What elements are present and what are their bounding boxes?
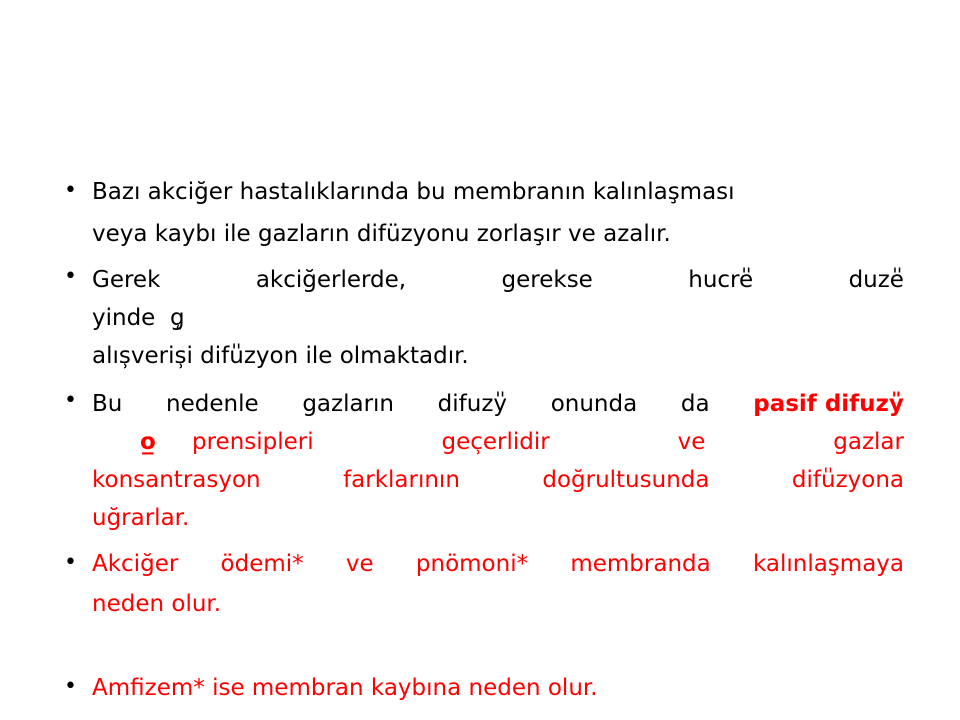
bullet-3-word: difuzy̎ <box>437 391 508 417</box>
bullet-3-line-3 <box>92 466 904 494</box>
bullet-3-word: farklarının <box>343 467 460 493</box>
bullet-3-line-1 <box>92 390 904 418</box>
bullet-3-word: onunda <box>550 391 638 417</box>
bullet-3-word: Bu <box>92 391 123 417</box>
bullet-3-word: gec̹erlidir <box>441 429 550 455</box>
bullet-3-line-4: uğrarlar. <box>92 505 190 531</box>
bullet-4-line-2: neden olur. <box>92 591 222 617</box>
bullet-4-word: Akciğer <box>92 551 179 577</box>
bullet-3-word: da <box>680 391 710 417</box>
bullet-4-word: kalınlaşmaya <box>752 551 904 577</box>
bullet-2-dot: • <box>64 264 77 289</box>
bullet-3-word: gazlar <box>833 429 904 455</box>
bullet-2-word: akciğerlerde, <box>255 267 407 293</box>
bullet-2-word: hucre̎ <box>688 267 754 293</box>
bullet-3-word: doğrultusunda <box>542 467 710 493</box>
bullet-2-line-2: yinde g̨ <box>92 305 185 331</box>
bullet-4-word: ve <box>345 551 374 577</box>
bullet-2-line-3: alıs̹veris̹i difu̎zyon ile olmaktadır. <box>92 343 469 369</box>
bullet-2-word: Gerek <box>92 267 161 293</box>
bullet-4-word: pnömoni* <box>415 551 529 577</box>
bullet-3-highlight: pasif difuzy̎ <box>753 391 904 417</box>
bullet-3-word: gazların <box>302 391 394 417</box>
bullet-1-line-1: Bazı akciğer hastalıklarında bu membranın kalınlaşması <box>92 179 735 205</box>
bullet-3-word: nedenle <box>166 391 259 417</box>
bullet-2-word: duze̎ <box>848 267 904 293</box>
bullet-5-line-1: Amfizem* ise membran kaybına neden olur. <box>92 675 598 701</box>
bullet-3-word: o̲ <box>140 429 156 455</box>
bullet-4-line-1 <box>92 550 904 578</box>
bullet-2-line-1 <box>92 266 904 294</box>
bullet-4-word: ödemi* <box>220 551 304 577</box>
bullet-3-word: prensipleri <box>192 429 314 455</box>
bullet-3-word: konsantrasyon <box>92 467 261 493</box>
bullet-4-dot: • <box>64 550 77 575</box>
bullet-3-line-2-rest <box>192 428 904 456</box>
bullet-2-word: gerekse <box>501 267 593 293</box>
bullet-5-dot: • <box>64 674 77 699</box>
bullet-1-dot: • <box>64 178 77 203</box>
bullet-4-word: membranda <box>570 551 711 577</box>
bullet-3-word: ve <box>677 429 706 455</box>
bullet-3-word: difu̎zyona <box>791 467 904 493</box>
bullet-3-line-2 <box>92 428 904 456</box>
bullet-1-line-2: veya kaybı ile gazların difüzyonu zorlaşır ve azalır. <box>92 221 671 247</box>
bullet-3-dot: • <box>64 388 77 413</box>
